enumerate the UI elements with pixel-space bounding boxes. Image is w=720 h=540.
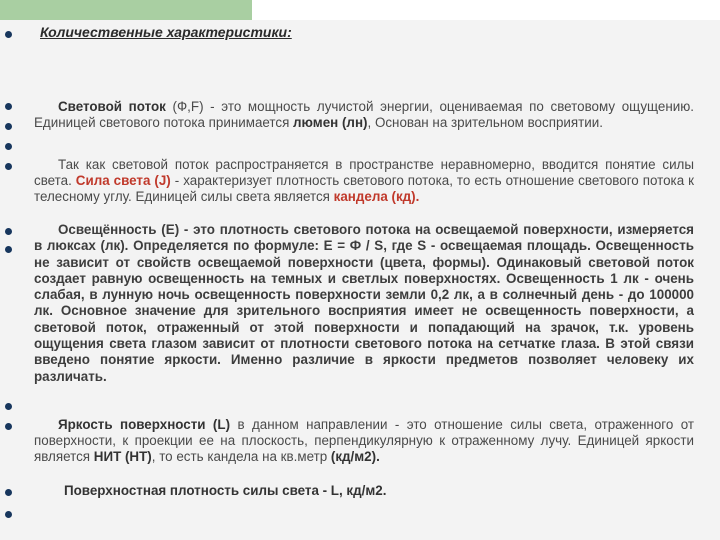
- bullet: [5, 489, 12, 496]
- paragraph-illuminance: [34, 222, 694, 385]
- bullet: [5, 103, 12, 110]
- bullet: [5, 246, 12, 253]
- term-luminous-flux: Световой поток: [58, 99, 166, 114]
- term-luminous-intensity: Сила света (J): [75, 173, 171, 189]
- unit-candela: кандела (кд).: [333, 189, 420, 205]
- top-bar: [0, 0, 720, 20]
- text: Так как световой поток распространяется в пространстве неравномерно, вводится понятие силы света.: [34, 157, 694, 189]
- text: - это мощность лучистой энергии, оцениваемая по световому ощущению. Единицей светового потока принимается: [34, 99, 694, 131]
- unit-nit: НИТ (НТ): [93, 449, 152, 465]
- symbol: (Ф,F): [172, 99, 204, 114]
- term-luminance: Яркость поверхности (L): [58, 417, 231, 432]
- unit-cd-m2: (кд/м2).: [330, 449, 380, 465]
- bullet: [5, 143, 12, 150]
- text: Поверхностная плотность силы света - L, кд/м2.: [64, 483, 387, 498]
- text: , то есть кандела на кв.метр: [151, 449, 331, 465]
- bullet: [5, 511, 12, 518]
- paragraph-surface-density: [34, 483, 694, 499]
- text: Освещённость (Е) - это плотность светового потока на освещаемой поверхности, измеряется в люксах (лк). Определяется по формуле: Е = Ф / S, где S - освещаемая площадь. Освещенность не зависит от свойств освещаемой поверхности (цвета, формы). Одинаковый световой поток создает равную освещенность на темных и светлых поверхностях. Освещенность 1 лк - очень слабая, в лунную ночь освещенность поверхности земли 0,2 лк, а в солнечный день - до 100000 лк. Основное значение для зрительного восприятия имеет не освещенность поверхности, а световой поток, отраженный от этой поверхности и попадающий на зрачок, т.к. уровень ощущения света глазом зависит от плотности светового потока на сетчатке глаза. В этой связи введено понятие яркости. Именно различие в яркости предметов позволяет человеку их различать.: [34, 222, 694, 384]
- bullet: [5, 228, 12, 235]
- top-bar-accent: [0, 0, 252, 20]
- unit-lumen: люмен (лн): [293, 115, 368, 131]
- text: - характеризует плотность светового потока, то есть отношение светового потока к телесному углу. Единицей силы света является: [34, 173, 694, 205]
- slide: [0, 20, 720, 540]
- bullet: [5, 423, 12, 430]
- bullet: [5, 31, 12, 38]
- text: , Основан на зрительном восприятии.: [367, 115, 603, 131]
- paragraph-luminance: [34, 417, 694, 466]
- text: в данном направлении - это отношение силы света, отраженного от поверхности, к проекции ее на плоскость, перпендикулярную к отраженному лучу. Единицей яркости является: [34, 417, 695, 465]
- section-heading: Количественные характеристики:: [40, 24, 292, 40]
- paragraph-luminous-intensity: [34, 157, 694, 206]
- bullet: [5, 403, 12, 410]
- bullet: [5, 123, 12, 130]
- paragraph-luminous-flux: [34, 99, 694, 131]
- bullet: [5, 163, 12, 170]
